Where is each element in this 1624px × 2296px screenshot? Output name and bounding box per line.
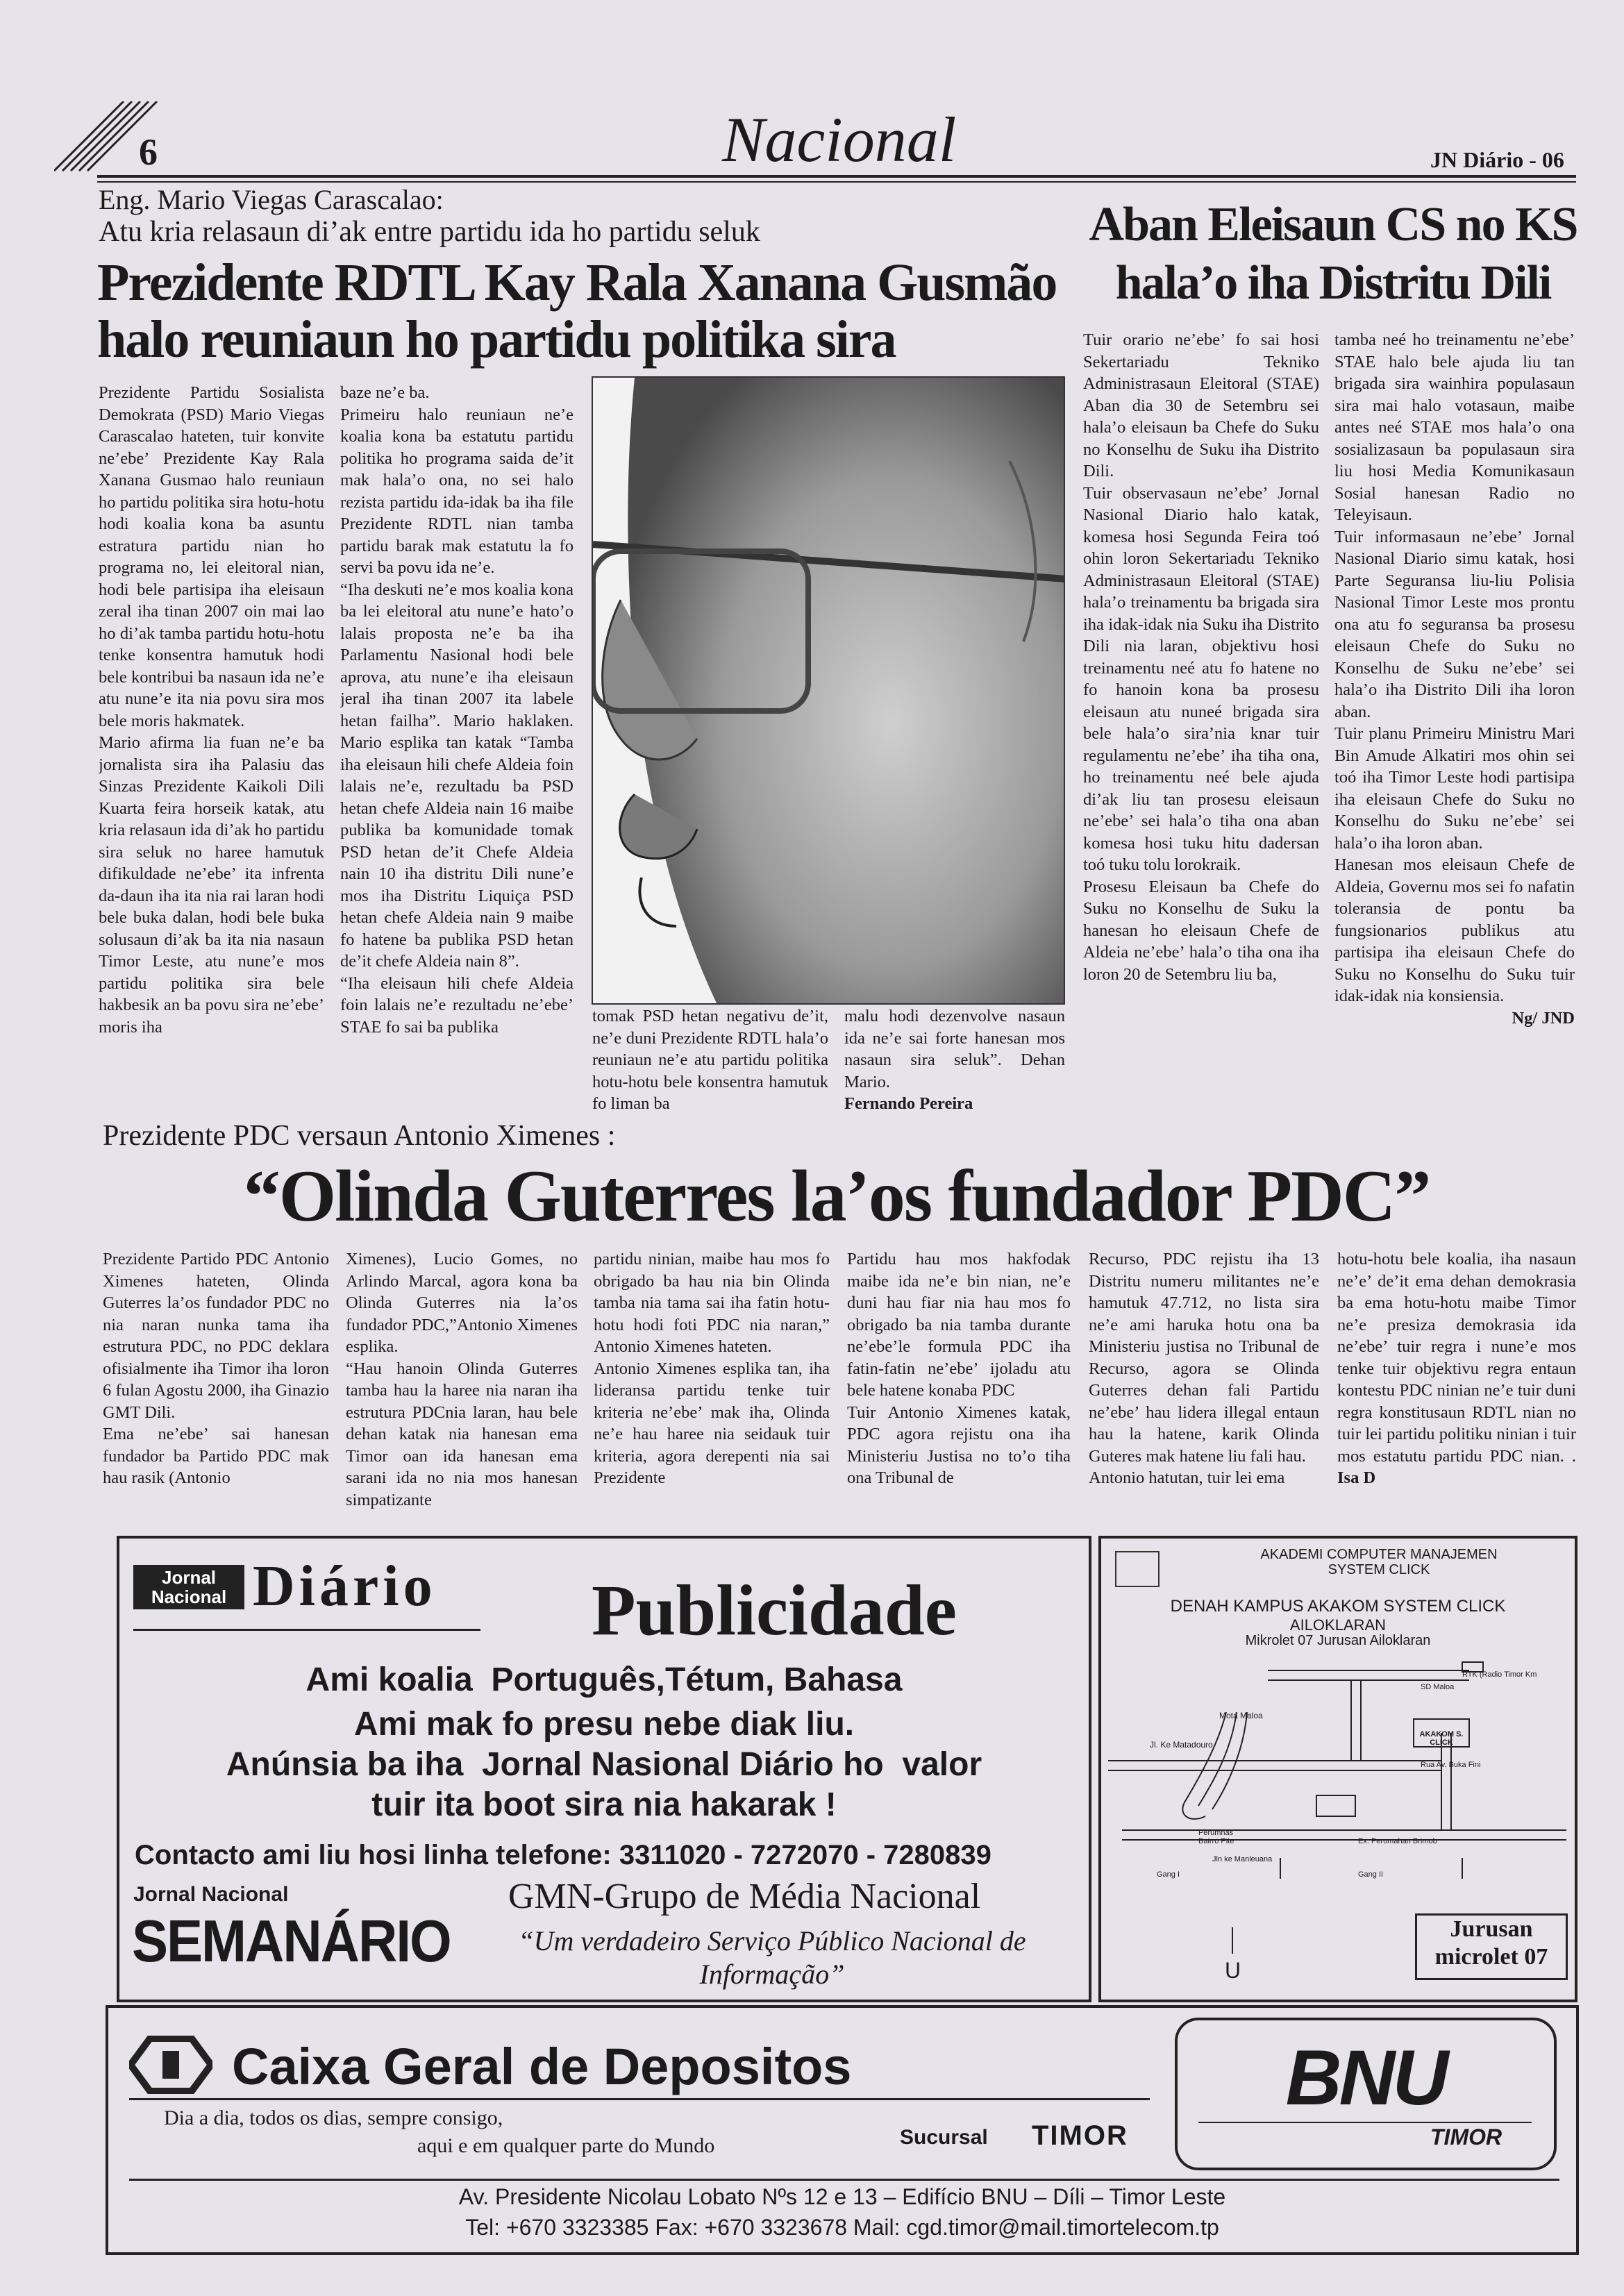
bnu-logo: BNU — [1285, 2034, 1446, 2121]
article1-col2-p1: baze ne’e ba. — [340, 383, 430, 402]
map-heading3: Mikrolet 07 Jurusan Ailoklaran — [1245, 1633, 1431, 1648]
ad-line2: Ami mak fo presu nebe diak liu. — [353, 1706, 855, 1743]
map-logo — [1115, 1551, 1160, 1587]
article1-kicker2: Atu kria relasaun di’ak entre partidu ida ho partidu seluk — [99, 216, 760, 248]
map-label-gang1: Gang I — [1157, 1870, 1180, 1879]
article2-col1-p1: Tuir orario ne’ebe’ fo sai hosi Sekertariadu Tekniko Administrasaun Eleitoral (STAE) Aban dia 30 de Setembru sei hala’o eleisaun ba Chefe do Suku no Konselhu de Suku iha Distrito Dili. — [1083, 330, 1319, 480]
header-page-ref: JN Diário - 06 — [1430, 147, 1564, 172]
bank-tagline2: aqui e em qualquer parte do Mundo — [417, 2134, 715, 2157]
article3-col5-p2: Antonio hatutan, tuir lei ema — [1089, 1468, 1285, 1487]
article1-col3-p1: tomak PSD hetan negativu de’it, ne’e duni Prezidente RDTL hala’o reuniaun ne’e atu partidu politika hotu-hotu bele konsentra hamutuk fo liman ba — [592, 1007, 828, 1113]
article3-col2-p1: Ximenes), Lucio Gomes, no Arlindo Marcal, agora kona ba Olinda Guterres nia la’os fundador PDC,”Antonio Ximenes esplika. — [346, 1250, 578, 1356]
map-north-arrow-icon — [1232, 1927, 1233, 1954]
article1-byline: Fernando Pereira — [844, 1094, 973, 1113]
ad-semanario-small: Jornal Nacional — [133, 1883, 289, 1906]
article1-photo — [592, 376, 1065, 1005]
map-diagram — [1108, 1650, 1566, 1886]
article1-column4 — [844, 1005, 1065, 1120]
map-label-gang2: Gang II — [1358, 1870, 1384, 1879]
article3-column4 — [847, 1248, 1071, 1526]
header-rule-thin — [97, 181, 1576, 183]
article3-col1-p1: Prezidente Partido PDC Antonio Ximenes hateten, Olinda Guterres la’os fundador PDC no nia naran nunka tama iha estrutura PDC, no PDC deklara ofisialmente iha Timor iha loron 6 fulan Agostu 2000, iha Ginazio GMT Dili. — [103, 1250, 329, 1422]
map-route-line1: Jurusan — [1450, 1916, 1533, 1942]
map-label-brimob: Ex. Perumahan Brimob — [1358, 1837, 1437, 1845]
section-title: Nacional — [722, 104, 957, 175]
article2-col2-p3: Tuir planu Primeiru Ministru Mari Bin Amude Alkatiri mos ohin sei toó iha Timor Leste hodi partisipa iha eleisaun Chefe do Suku no Konselhu do Suku ne’ebe’ sei hala’o iha loron aban. — [1334, 724, 1575, 853]
article2-col1-p2: Tuir observasaun ne’ebe’ Jornal Nasional Diario halo katak, komesa hosi Segunda Feira toó ohin loron Sekertariadu Tekniko Administrasaun Eleitoral (STAE) hala’o treinamentu ba brigada sira iha idak-idak nia Suku iha Distrito Dili nia laran, objektivu hosi treinamentu neé atu fo hatene no fo hanoin kona ba prosesu eleisaun atu nuneé brigada sira bele hala’o sira’nia knar tuir regulamentu ne’ebe’ iha tiha ona, ho treinamentu neé bele ajuda di’ak liu tan prosesu eleisaun ne’ebe’ sei hala’o tiha ona aban komesa hosi tuku hitu dadersan toó tuku tolu lorokraik. — [1083, 483, 1319, 874]
ad-line3: Anúnsia ba iha Jornal Nasional Diário ho valor — [226, 1746, 982, 1783]
article3-col4-p2: Tuir Antonio Ximenes katak, PDC agora rejistu ona iha Ministeriu Justisa no to’o tiha ona Tribunal de — [847, 1402, 1071, 1487]
article2-col2-p2: Tuir informasaun ne’ebe’ Jornal Nasional Diario simu katak, hosi Parte Seguransa liu-liu Polisia Nasional Timor Leste mos prontu ona atu fo seguransa ba prosesu eleisaun Chefe do Suku no Konselhu de Suku ne’ebe’ sei hala’o iha Distrito Dili iha loron aban. — [1334, 527, 1575, 721]
article3-column2 — [346, 1248, 578, 1526]
page-number: 6 — [139, 131, 158, 173]
article3-column6 — [1337, 1248, 1576, 1526]
map-label-manleuana: Jln ke Manleuana — [1212, 1855, 1273, 1863]
article3-sign: Isa D — [1337, 1468, 1376, 1487]
ad-contact: Contacto ami liu hosi linha telefone: 3311020 - 7272070 - 7280839 — [135, 1840, 991, 1870]
article3-col5-p1: Recurso, PDC rejistu iha 13 Distritu numeru militantes ne’e hamutuk 47.712, no lista sira ne’e ami haruka hotu ona ba Ministeriu justisa no Tribunal de Recurso, agora se Olinda Guterres dehan fali Partidu ne’ebe’ hau lidera illegal entaun hau la hatene, karik Olinda Guteres mak hatene liu fali hau. — [1089, 1250, 1319, 1466]
bnu-logo-box — [1175, 2018, 1557, 2170]
bank-contact: Tel: +670 3323385 Fax: +670 3323678 Mail: cgd.timor@mail.timortelecom.tp — [465, 2215, 1219, 2240]
article2-sign: Ng/ JND — [1512, 1008, 1575, 1028]
ad-slogan2: Informação” — [699, 1959, 845, 1990]
article1-column3 — [592, 1005, 828, 1120]
article2-col2-p1: tamba neé ho treinamentu ne’ebe’ STAE halo bele ajuda liu tan brigada sira wainhira populasaun sira mai halo votasaun, maibe antes neé STAE mos hala’o ona sosializasaun ba populasaun sira liu hosi Media Komunikasaun Sosial hanesan Radio no Teleyisaun. — [1334, 330, 1575, 524]
bank-rule — [129, 2098, 1150, 2100]
article3-column3 — [594, 1248, 830, 1526]
article1-col1-p1: Prezidente Partidu Sosialista Demokrata (PSD) Mario Viegas Carascalao hateten, tuir konvite ne’ebe’ Prezidente Kay Rala Xanana Gusmao halo reuniaun ho partidu politika sira hotu-hotu hodi koalia kona ba asuntu estratura partidu nian ho programa no, lei eleitoral nian, hodi bele partisipa iha eleisaun zeral iha tinan 2007 oin mai lao ho di’ak tamba partidu hotu-hotu tenke konsentra hamutuk hodi bele kontribui ba nasaun ida ne’e atu nune’e ita nia povu sira mos bele moris hakmatek. — [99, 383, 324, 730]
article1-col4-p1: malu hodi dezenvolve nasaun ida ne’e sai forte hanesan mos nasaun sira seluk”. Dehan Mario. — [844, 1007, 1065, 1091]
ad-semanario-big: SEMANÁRIO — [132, 1907, 451, 1975]
article3-headline: “Olinda Guterres la’os fundador PDC” — [243, 1155, 1430, 1237]
map-label-rua: Rua Av. Buka Fini — [1421, 1761, 1481, 1769]
article1-column1 — [99, 382, 324, 1119]
ad-line1: Ami koalia Português,Tétum, Bahasa — [305, 1661, 903, 1698]
map-label-sd: SD Maloa — [1421, 1683, 1455, 1691]
map-route-tag — [1415, 1913, 1568, 1980]
ad-line4: tuir ita boot sira nia hakarak ! — [371, 1786, 837, 1823]
article3-col6-p1 — [1337, 1248, 1576, 1489]
publicidade-ad[interactable] — [117, 1536, 1091, 2002]
map-label-rtk: RTK (Radio Timor Km — [1462, 1670, 1537, 1679]
map-title1: AKADEMI COMPUTER MANAJEMEN — [1260, 1547, 1498, 1562]
article3-column1 — [103, 1248, 329, 1526]
article1-headline1: Prezidente RDTL Kay Rala Xanana Gusmão — [97, 253, 1057, 312]
bank-name: Caixa Geral de Depositos — [232, 2038, 852, 2095]
article2-col1-p3: Prosesu Eleisaun ba Chefe do Suku no Konselhu de Suku la hanesan ho eleisaun Chefe de Aldeia ne’ebe’ hala’o tiha ona iha loron 20 de Setembru liu ba, — [1083, 877, 1319, 984]
article1-col1-p2: Mario afirma lia fuan ne’e ba jornalista sira iha Palasiu das Sinzas Prezidente Kaikoli Dili Kuarta feira horseik katak, atu kria relasaun ida di’ak ho partidu sira seluk no haree hamutuk difikuldade ne’ebe’ ita infrenta da-daun iha ita nia rai laran hodi bele buka dalan, hodi bele buka solusaun di’ak ba ita nia nasaun Timor Leste, atu nune’e mos partidu politika sira bele hakbesik an ba povu sira ne’ebe’ moris iha — [99, 733, 324, 1037]
ad-title: Publicidade — [592, 1570, 957, 1650]
cgd-logo-icon — [129, 2036, 212, 2094]
map-label-perumnas: Perumnas Bairro Pite — [1198, 1829, 1234, 1845]
ad-logo-small: Jornal Nacional — [133, 1565, 244, 1609]
article3-col4-p1: Partidu hau mos hakfodak maibe ida ne’e bin nian, ne’e duni hau fiar nia hau mos fo obrigado ba nia tamba durante ne’ebe’le formula PDC iha fatin-fatin ne’ebe’ ijoladu atu bele hatene konaba PDC — [847, 1250, 1071, 1400]
article3-col2-p2: “Hau hanoin Olinda Guterres tamba hau la haree nia naran iha estrutura PDCnia laran, hau bele dehan katak nia hanesan ema Timor oan ida hanesan ema sarani ida no nia mos hanesan simpatizante — [346, 1359, 578, 1509]
article2-headline2: hala’o iha Distritu Dili — [1115, 256, 1551, 310]
article3-col3-p1: partidu ninian, maibe hau mos fo obrigado ba hau nia bin Olinda tamba nia tama sai iha fatin hotu-hotu hodi foti PDC nia naran,” Antonio Ximenes hateten. — [594, 1250, 830, 1356]
bank-sucursal: Sucursal — [900, 2126, 988, 2149]
map-label-matadouro: Jl. Ke Matadouro — [1150, 1740, 1213, 1750]
bank-address: Av. Presidente Nicolau Lobato Nºs 12 e 13 – Edifício BNU – Díli – Timor Leste — [458, 2184, 1226, 2209]
map-title2: SYSTEM CLICK — [1328, 1562, 1430, 1577]
article2-column2 — [1334, 329, 1575, 1121]
header-rule — [97, 175, 1576, 178]
map-heading2: AILOKLARAN — [1289, 1616, 1387, 1634]
bank-footer-rule — [129, 2179, 1559, 2181]
article1-column2 — [340, 382, 574, 1119]
map-heading1: DENAH KAMPUS AKAKOM SYSTEM CLICK — [1170, 1597, 1506, 1616]
ad-logo-big: Diário — [253, 1554, 437, 1618]
article2-col2-p4: Hanesan mos eleisaun Chefe de Aldeia, Governu mos sei fo nafatin toleransia de pontu ba fungsionarios publikus atu partisipa iha eleisaun Chefe do Suku no Konselhu do Suku tuir idak-idak nia konsiensia. — [1334, 855, 1575, 1005]
article3-kicker: Prezidente PDC versaun Antonio Ximenes : — [103, 1120, 616, 1152]
article1-col2-p3: “Iha deskuti ne’e mos koalia kona ba lei eleitoral atu nune’e hato’o lalais proposta ne’e ba iha Parlamentu Nasional hodi bele aprova, atu nune’e iha eleisaun jeral iha tinan 2007 ita labele hetan failha”. Mario haklaken. Mario esplika tan katak “Tamba iha eleisaun hili chefe Aldeia foin lalais ne’e, rezultadu ba PSD hetan chefe Aldeia nain 16 maibe publika ba komunidade tomak PSD hetan de’it Chefe Aldeia nain 10 iha distritu Dili nune’e mos iha Distritu Liquiça PSD hetan chefe Aldeia nain 9 maibe fo hatene ba publika PSD hetan de’it chefe Aldeia nain 8”. — [340, 580, 574, 971]
article3-col3-p2: Antonio Ximenes esplika tan, iha lideransa partidu tenke tuir kriteria ne’ebe’ mak iha, Olinda ne’e hau haree nia seidauk tuir kriteria, agora derepenti nia sai Prezidente — [594, 1359, 830, 1487]
map-north-label: U — [1225, 1958, 1241, 1983]
map-ad[interactable] — [1098, 1536, 1577, 2002]
map-route-line2: microlet 07 — [1434, 1944, 1548, 1970]
bank-ad[interactable] — [106, 2005, 1579, 2255]
article1-col2-p4: “Iha eleisaun hili chefe Aldeia foin lalais ne’e rezultadu ne’ebe’ STAE fo sai ba publika — [340, 973, 574, 1037]
article3-column5 — [1089, 1248, 1319, 1526]
article2-column1 — [1083, 329, 1319, 1121]
bank-tagline1: Dia a dia, todos os dias, sempre consigo, — [164, 2106, 503, 2129]
article1-headline2: halo reuniaun ho partidu politika sira — [97, 310, 896, 369]
bnu-rule — [1198, 2122, 1532, 2123]
map-label-mota: Mota Maloa — [1219, 1711, 1263, 1720]
article1-kicker1: Eng. Mario Viegas Carascalao: — [99, 184, 444, 215]
map-label-akakom: AKAKOM S. CLICK — [1419, 1730, 1464, 1747]
article1-col2-p2: Primeiru halo reuniaun ne’e koalia kona ba estatutu partidu politika ho programa saida de’it mak hala’o ona, no sei halo rezista partidu ida-idak ba iha file Prezidente RDTL nian tamba partidu barak mak estatutu la fo servi ba povu ida ne’e. — [340, 405, 574, 577]
ad-logo-rule — [133, 1629, 480, 1631]
article3-col1-p2: Ema ne’ebe’ sai hanesan fundador ba Partido PDC mak hau rasik (Antonio — [103, 1425, 329, 1487]
article2-headline1: Aban Eleisaun CS no KS — [1089, 198, 1577, 251]
ad-slogan1: “Um verdadeiro Serviço Público Nacional de — [518, 1925, 1026, 1956]
portrait-image — [593, 378, 1065, 1005]
bnu-timor: TIMOR — [1430, 2125, 1502, 2150]
article3-col6-text: hotu-hotu bele koalia, iha nasaun ne’e’ de’it ema dehan demokrasia ba ema hotu-hotu maibe Timor ne’e presiza demokrasia ida ne’ebe’ tuir regra i nune’e mos tenke tuir objektivu regra entaun kontestu PDC ninian ne’e tuir duni regra konstitusaun RDTL nian no tuir lei partidu politiku ninian i tuir mos estatutu partidu PDC nian. . — [1337, 1250, 1576, 1466]
ad-group: GMN-Grupo de Média Nacional — [508, 1877, 981, 1916]
bank-timor: TIMOR — [1032, 2120, 1128, 2151]
